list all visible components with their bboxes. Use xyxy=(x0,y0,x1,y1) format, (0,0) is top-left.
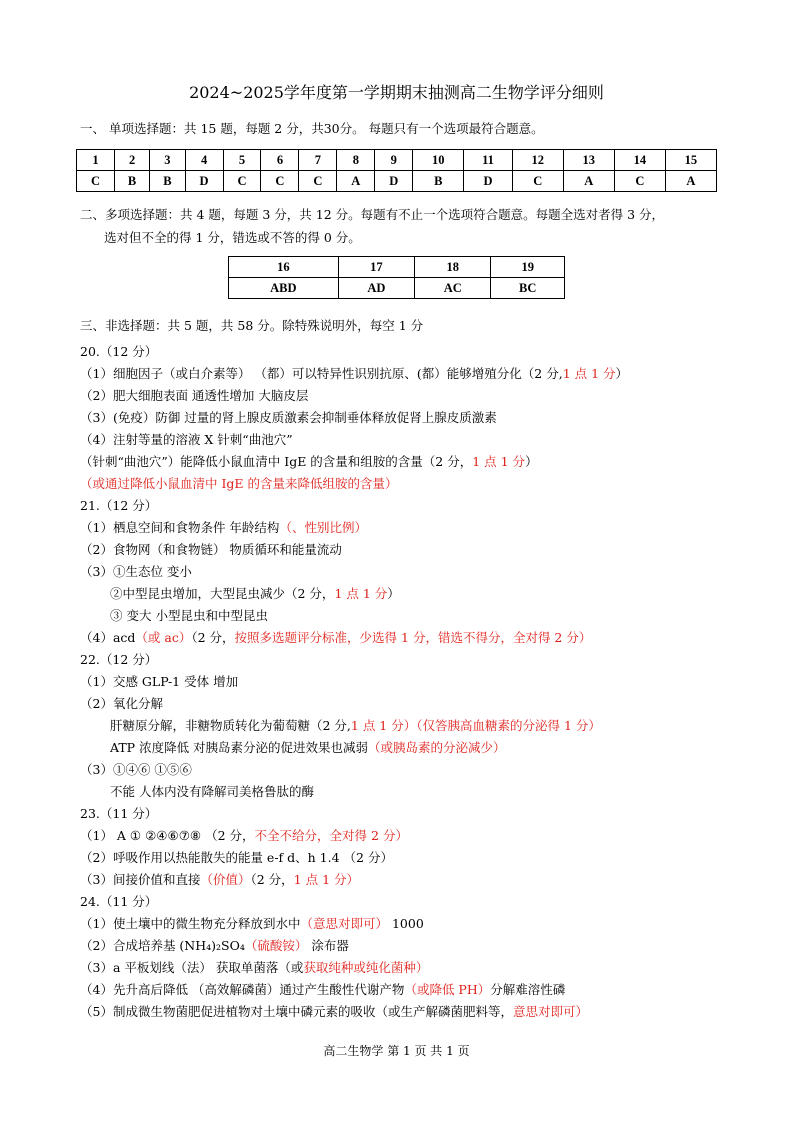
single-choice-answer-table xyxy=(76,149,717,192)
answer-cell: AD xyxy=(338,278,414,299)
answer-cell: C xyxy=(223,171,261,192)
question-number-cell: 19 xyxy=(491,257,565,278)
question-number-cell: 14 xyxy=(614,150,665,171)
page-footer: 高二生物学 第 1 页 共 1 页 xyxy=(323,1044,470,1058)
answer-cell: A xyxy=(665,171,716,192)
q21-answer-3b: ②中型昆虫增加，大型昆虫减少（2 分，1 点 1 分） xyxy=(110,586,400,601)
question-number-cell: 7 xyxy=(299,150,337,171)
q24-answer-2: （2）合成培养基 (NH₄)₂SO₄（硫酸铵） 涂布器 xyxy=(80,938,349,953)
q24-answer-3: （3）a 平板划线（法） 获取单菌落（或获取纯种或纯化菌种） xyxy=(80,960,429,975)
answer-cell: D xyxy=(464,171,512,192)
section2-heading-line2: 选对但不全的得 1 分，错选或不答的得 0 分。 xyxy=(104,230,361,245)
question-number-cell: 17 xyxy=(338,257,414,278)
answer-cell: A xyxy=(563,171,614,192)
q22-answer-4: 不能 人体内没有降解司美格鲁肽的酶 xyxy=(110,784,314,799)
q21-answer-4: （4）acd（或 ac）（2 分，按照多选题评分标准，少选得 1 分，错选不得分，全对得 2 分） xyxy=(80,630,592,645)
question-number-cell: 2 xyxy=(114,150,149,171)
q24-answer-4: （4）先升高后降低 （高效解磷菌）通过产生酸性代谢产物（或降低 PH）分解难溶性磷 xyxy=(80,982,566,997)
q24-heading: 24.（11 分） xyxy=(80,894,158,909)
question-number-cell: 9 xyxy=(375,150,413,171)
q21-heading: 21.（12 分） xyxy=(80,498,158,513)
answer-cell: B xyxy=(413,171,464,192)
q22-answer-1: （1）交感 GLP-1 受体 增加 xyxy=(80,674,239,689)
section2-heading-line1: 二、多项选择题：共 4 题，每题 3 分，共 12 分。每题有不止一个选项符合题意。每题全选对者得 3 分， xyxy=(80,207,665,222)
q23-heading: 23.（11 分） xyxy=(80,806,158,821)
q24-answer-1: （1）使土壤中的微生物充分释放到水中（意思对即可） 1000 xyxy=(80,916,424,931)
answer-cell: C xyxy=(299,171,337,192)
question-number-cell: 10 xyxy=(413,150,464,171)
answer-cell: C xyxy=(77,171,115,192)
question-number-cell: 3 xyxy=(150,150,185,171)
q21-answer-2: （2）食物网（和食物链） 物质循环和能量流动 xyxy=(80,542,342,557)
section1-heading: 一、 单项选择题：共 15 题，每题 2 分，共30分。 每题只有一个选项最符合题意。 xyxy=(80,121,544,136)
answer-cell: D xyxy=(375,171,413,192)
answer-cell: D xyxy=(185,171,223,192)
question-number-cell: 4 xyxy=(185,150,223,171)
q23-answer-2: （2）呼吸作用以热能散失的能量 e-f d、h 1.4 （2 分） xyxy=(80,850,393,865)
q21-answer-1: （1）栖息空间和食物条件 年龄结构（、性别比例） xyxy=(80,520,367,535)
answer-cell: B xyxy=(150,171,185,192)
q20-answer-1: （1）细胞因子（或白介素等） （都）可以特异性识别抗原、(都）能够增殖分化（2 分,1 点 1 分） xyxy=(80,366,629,381)
question-number-cell: 6 xyxy=(261,150,299,171)
answer-cell: C xyxy=(614,171,665,192)
answer-cell: ABD xyxy=(229,278,339,299)
q22-heading: 22.（12 分） xyxy=(80,652,158,667)
q20-answer-4-explanation: （针刺“曲池穴”）能降低小鼠血清中 IgE 的含量和组胺的含量（2 分，1 点 1 分） xyxy=(80,454,538,469)
q22-answer-3: （3）①④⑥ ①⑤⑥ xyxy=(80,762,192,777)
q23-answer-1: （1） A ① ②④⑥⑦⑧ （2 分，不全不给分，全对得 2 分） xyxy=(80,828,408,843)
q20-answer-4: （4）注射等量的溶液 X 针刺“曲池穴” xyxy=(80,432,293,447)
page-title: 2024~2025学年度第一学期期末抽测高二生物学评分细则 xyxy=(189,83,604,102)
q24-answer-5: （5）制成微生物菌肥促进植物对土壤中磷元素的吸收（或生产解磷菌肥料等，意思对即可） xyxy=(80,1004,588,1019)
q22-answer-2b: 肝糖原分解，非糖物质转化为葡萄糖（2 分,1 点 1 分）（仅答胰高血糖素的分泌得 1 分） xyxy=(110,718,601,733)
answer-cell: A xyxy=(337,171,375,192)
q20-answer-3: （3）(免疫）防御 过量的肾上腺皮质激素会抑制垂体释放促肾上腺皮质激素 xyxy=(80,410,497,425)
question-number-cell: 5 xyxy=(223,150,261,171)
multi-choice-answer-table xyxy=(228,256,565,299)
q21-answer-3c: ③ 变大 小型昆虫和中型昆虫 xyxy=(110,608,268,623)
q22-answer-2c: ATP 浓度降低 对胰岛素分泌的促进效果也减弱（或胰岛素的分泌减少） xyxy=(110,740,506,755)
question-number-cell: 12 xyxy=(512,150,563,171)
answer-cell: B xyxy=(114,171,149,192)
q20-answer-2: （2）肥大细胞表面 通透性增加 大脑皮层 xyxy=(80,388,309,403)
question-number-cell: 16 xyxy=(229,257,339,278)
q23-answer-3: （3）间接价值和直接（价值）（2 分，1 点 1 分） xyxy=(80,872,359,887)
question-number-cell: 8 xyxy=(337,150,375,171)
section3-heading: 三、非选择题：共 5 题，共 58 分。除特殊说明外，每空 1 分 xyxy=(80,318,424,333)
answer-cell: BC xyxy=(491,278,565,299)
q21-answer-3a: （3）①生态位 变小 xyxy=(80,564,192,579)
q20-heading: 20.（12 分） xyxy=(80,344,158,359)
q22-answer-2: （2）氧化分解 xyxy=(80,696,163,711)
answer-cell: AC xyxy=(415,278,491,299)
question-number-cell: 11 xyxy=(464,150,512,171)
question-number-cell: 15 xyxy=(665,150,716,171)
question-number-cell: 1 xyxy=(77,150,115,171)
answer-cell: C xyxy=(261,171,299,192)
answer-cell: C xyxy=(512,171,563,192)
q20-alternative-answer: （或通过降低小鼠血清中 IgE 的含量来降低组胺的含量） xyxy=(80,476,398,491)
question-number-cell: 18 xyxy=(415,257,491,278)
question-number-cell: 13 xyxy=(563,150,614,171)
